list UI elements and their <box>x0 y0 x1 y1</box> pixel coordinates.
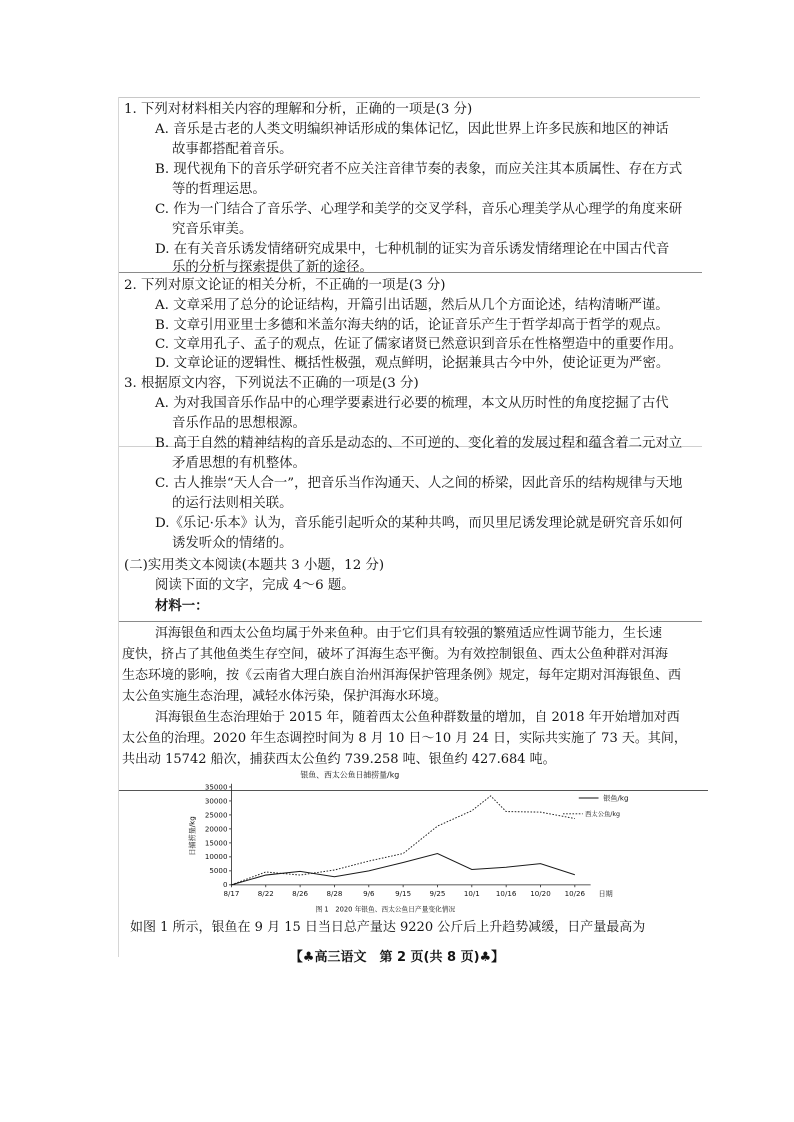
series-smelt-line <box>231 796 574 885</box>
para1-line4: 太公鱼实施生态治理，减轻水体污染，保护洱海水环境。 <box>122 689 448 704</box>
series-silverfish-line <box>231 854 574 885</box>
x-tick-label: 8/17 <box>223 888 240 898</box>
rule-material <box>118 621 702 622</box>
q2-option-a: A. 文章采用了总分的论证结构，开篇引出话题，然后从几个方面论述，结构清晰严谨。 <box>155 298 669 313</box>
q2-stem: 2. 下列对原文论证的相关分析，不正确的一项是(3 分) <box>124 278 446 293</box>
x-tick-label: 8/26 <box>292 888 309 898</box>
q2-option-b: B. 文章引用亚里士多德和米盖尔海夫纳的话，论证音乐产生于哲学却高于哲学的观点。 <box>155 318 669 333</box>
legend-silverfish-label: 银鱼/kg <box>603 793 629 803</box>
chart-title: 银鱼、西太公鱼日捕捞量/kg <box>300 770 400 780</box>
q3-option-d: D.《乐记·乐本》认为，音乐能引起听众的某种共鸣，而贝里尼诱发理论就是研究音乐如何 <box>155 516 683 531</box>
page-footer: 【♣高三语文 第 2 页(共 8 页)♣】 <box>289 950 505 965</box>
catch-line-chart <box>118 768 708 918</box>
q2-option-d: D. 文章论证的逻辑性、概括性极强，观点鲜明，论据兼具古今中外，使论证更为严密。 <box>155 356 670 371</box>
x-tick-label: 9/25 <box>429 888 446 898</box>
para1-line3: 生态环境的影响，按《云南省大理白族自治州洱海保护管理条例》规定，每年定期对洱海银鱼、西 <box>122 668 682 683</box>
q1-option-c: C. 作为一门结合了音乐学、心理学和美学的交叉学科，音乐心理美学从心理学的角度来研 <box>155 202 683 217</box>
y-tick-label: 15000 <box>204 838 228 848</box>
q2-option-c: C. 文章用孔子、孟子的观点，佐证了儒家诸贤已然意识到音乐在性格塑造中的重要作用。 <box>155 337 683 352</box>
q3-option-c-cont: 的运行法则相关联。 <box>172 496 293 511</box>
material-label: 材料一： <box>155 598 209 614</box>
y-tick-label: 25000 <box>204 810 228 820</box>
q1-option-d: D. 在有关音乐诱发情绪研究成果中，七种机制的证实为音乐诱发情绪理论在中国古代音 <box>155 242 670 257</box>
chart-caption: 图 1 2020 年银鱼、西太公鱼日产量变化情况 <box>315 905 456 914</box>
x-tick-label: 10/20 <box>530 888 551 898</box>
q1-option-d-cont: 乐的分析与探索提供了新的途径。 <box>172 260 373 275</box>
x-tick-label: 8/28 <box>326 888 343 898</box>
q3-option-c: C. 古人推崇“天人合一”，把音乐当作沟通天、人之间的桥梁，因此音乐的结构规律与天地 <box>155 476 683 491</box>
q1-option-a: A. 音乐是古老的人类文明编织神话形成的集体记忆，因此世界上许多民族和地区的神话 <box>155 122 669 137</box>
after-chart-text: 如图 1 所示，银鱼在 9 月 15 日当日总产量达 9220 公斤后上升趋势减缓，日产量最高为 <box>130 920 646 935</box>
y-tick-label: 30000 <box>204 796 228 806</box>
top-rule <box>118 97 700 98</box>
x-tick-label: 9/6 <box>363 888 375 898</box>
x-tick-label: 8/22 <box>257 888 274 898</box>
x-tick-label: 10/26 <box>564 888 586 898</box>
q1-option-a-cont: 故事都搭配着音乐。 <box>172 142 293 157</box>
y-tick-label: 10000 <box>204 852 228 862</box>
q3-option-a-cont: 音乐作品的思想根源。 <box>172 416 306 431</box>
x-axis-label: 日期 <box>598 888 613 898</box>
para1-line2: 度快，挤占了其他鱼类生存空间，破坏了洱海生态平衡。为有效控制银鱼、西太公鱼种群对洱海 <box>122 647 669 662</box>
q1-option-b-cont: 等的哲理运思。 <box>172 182 266 197</box>
q3-option-d-cont: 诱发听众的情绪的。 <box>172 536 293 551</box>
y-tick-label: 20000 <box>204 824 228 834</box>
y-tick-label: 5000 <box>209 866 228 876</box>
legend-smelt-label: 西太公鱼/kg <box>585 811 621 819</box>
q1-option-c-cont: 究音乐审美。 <box>172 222 253 237</box>
q3-stem: 3. 根据原文内容，下列说法不正确的一项是(3 分) <box>124 376 419 391</box>
para1-line1: 洱海银鱼和西太公鱼均属于外来鱼种。由于它们具有较强的繁殖适应性调节能力，生长速 <box>155 626 663 641</box>
q3-option-a: A. 为对我国音乐作品中的心理学要素进行必要的梳理，本文从历时性的角度挖掘了古代 <box>155 396 669 411</box>
section2-instruction: 阅读下面的文字，完成 4～6 题。 <box>155 578 355 593</box>
section2-heading: (二)实用类文本阅读(本题共 3 小题，12 分) <box>124 558 385 573</box>
q1-option-b: B. 现代视角下的音乐学研究者不应关注音律节奏的表象，而应关注其本质属性、存在方式 <box>155 162 683 177</box>
x-tick-label: 10/16 <box>495 888 517 898</box>
x-tick-label: 9/15 <box>395 888 412 898</box>
q1-stem: 1. 下列对材料相关内容的理解和分析，正确的一项是(3 分) <box>124 102 473 117</box>
y-tick-label: 0 <box>222 880 228 890</box>
y-tick-label: 35000 <box>204 782 228 792</box>
para2-line3: 共出动 15742 船次，捕获西太公鱼约 739.258 吨、银鱼约 427.684 吨。 <box>122 752 556 767</box>
q3-option-b-cont: 矛盾思想的有机整体。 <box>172 456 306 471</box>
q3-option-b: B. 高于自然的精神结构的音乐是动态的、不可逆的、变化着的发展过程和蕴含着二元对立 <box>155 436 683 451</box>
y-axis-label: 日捕捞量/kg <box>187 816 197 856</box>
para2-line2: 太公鱼的治理。2020 年生态调控时间为 8 月 10 日～10 月 24 日，实际共实施了 73 天。其间， <box>122 731 687 746</box>
para2-line1: 洱海银鱼生态治理始于 2015 年，随着西太公鱼种群数量的增加，自 2018 年开始增加对西 <box>155 710 680 725</box>
x-tick-label: 10/1 <box>463 888 480 898</box>
